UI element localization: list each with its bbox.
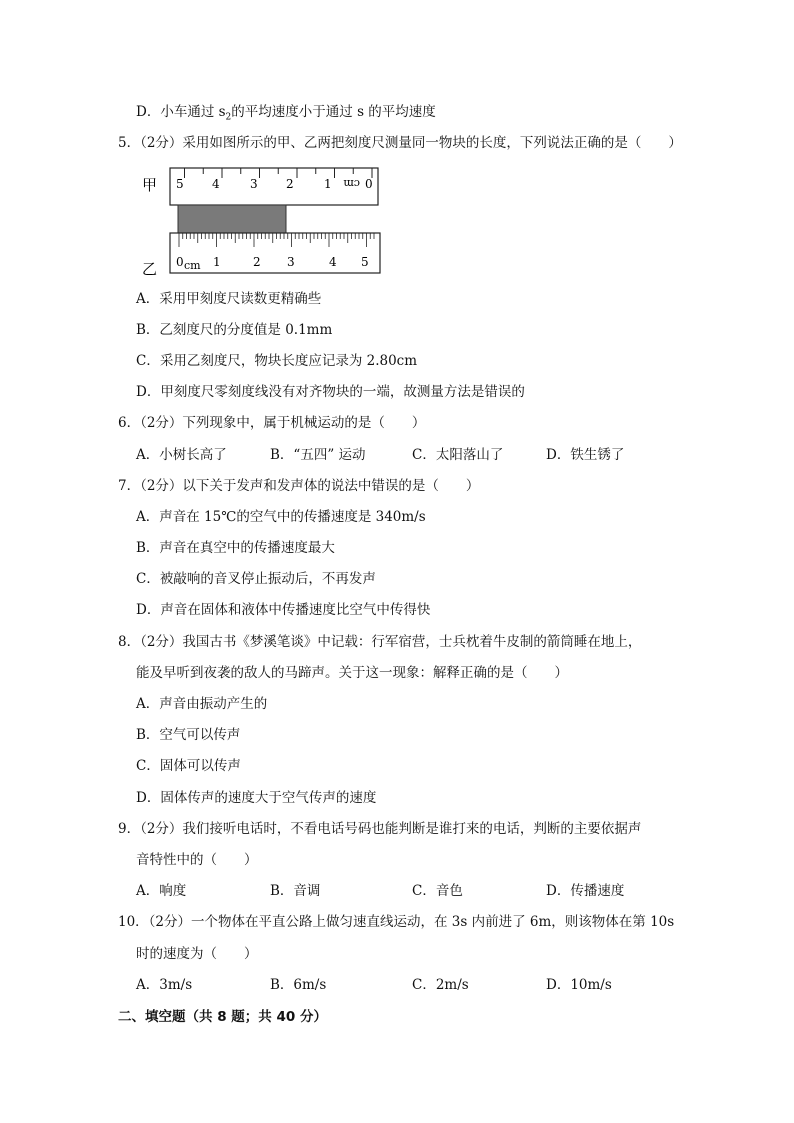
- q5-option-d: D．甲刻度尺零刻度线没有对齐物块的一端，故测量方法是错误的: [136, 384, 525, 400]
- q6-option-b: B．“五四” 运动: [270, 447, 366, 463]
- ruler-jia-number: 0: [365, 177, 373, 191]
- ruler-figure: [140, 160, 390, 284]
- q5-stem: 5．（2分）采用如图所示的甲、乙两把刻度尺测量同一物块的长度，下列说法正确的是（ ）: [118, 135, 682, 151]
- q4-option-d-suffix: 的平均速度小于通过 s 的平均速度: [231, 104, 436, 120]
- ruler-yi-label: 乙: [142, 260, 158, 278]
- q4-option-d: [136, 102, 436, 128]
- q9-option-d: D．传播速度: [546, 883, 625, 899]
- q10-options: [136, 975, 656, 995]
- q8-option-d: D．固体传声的速度大于空气传声的速度: [136, 790, 377, 806]
- q7-option-b: B．声音在真空中的传播速度最大: [136, 540, 335, 556]
- ruler-yi-number: 2: [253, 255, 261, 269]
- ruler-yi-number: 3: [287, 255, 295, 269]
- q6-option-a: A．小树长高了: [136, 447, 227, 463]
- q6-options: [136, 445, 656, 465]
- q5-option-c: C．采用乙刻度尺，物块长度应记录为 2.80cm: [136, 353, 418, 369]
- ruler-jia-label: 甲: [142, 176, 158, 194]
- q9-option-c: C．音色: [412, 883, 463, 899]
- q10-option-c: C．2m/s: [412, 977, 469, 993]
- q9-option-a: A．响度: [136, 883, 187, 899]
- q4-option-d-prefix: D．小车通过 s: [136, 104, 226, 120]
- section-title: 二、填空题（共 8 题；共 40 分）: [118, 1009, 327, 1025]
- q7-stem: 7．（2分）以下关于发声和发声体的说法中错误的是（ ）: [118, 478, 480, 494]
- ruler-yi-number: 4: [329, 255, 337, 269]
- q6-stem: 6．（2分）下列现象中，属于机械运动的是（ ）: [118, 415, 426, 431]
- q8-option-a: A．声音由振动产生的: [136, 696, 268, 712]
- q7-option-c: C．被敲响的音叉停止振动后，不再发声: [136, 571, 376, 587]
- ruler-jia-number: 2: [286, 177, 294, 191]
- q8-option-b: B．空气可以传声: [136, 727, 241, 743]
- q10-stem-line2: 时的速度为（ ）: [136, 946, 258, 962]
- ruler-yi-number: 1: [213, 255, 221, 269]
- q9-stem-line1: 9．（2分）我们接听电话时，不看电话号码也能判断是谁打来的电话，判断的主要依据声: [118, 821, 642, 837]
- ruler-figure-svg: [140, 160, 390, 280]
- q8-option-c: C．固体可以传声: [136, 758, 241, 774]
- q10-option-b: B．6m/s: [270, 977, 327, 993]
- q8-stem-line1: 8．（2分）我国古书《梦溪笔谈》中记载：行军宿营，士兵枕着牛皮制的箭筒睡在地上，: [118, 634, 642, 650]
- ruler-yi-number: 0: [176, 255, 184, 269]
- ruler-jia-number: 1: [324, 177, 332, 191]
- q8-stem-line2: 能及早听到夜袭的敌人的马蹄声。关于这一现象：解释正确的是（ ）: [136, 665, 568, 681]
- q9-options: [136, 881, 656, 901]
- q6-option-c: C．太阳落山了: [412, 447, 504, 463]
- q10-option-d: D．10m/s: [546, 977, 612, 993]
- ruler-jia-number: 3: [250, 177, 258, 191]
- ruler-yi-number: 5: [361, 255, 369, 269]
- ruler-jia-unit: cm: [343, 177, 360, 190]
- ruler-jia-number: 5: [176, 177, 184, 191]
- ruler-jia-number: 4: [212, 177, 220, 191]
- q9-stem-line2: 音特性中的（ ）: [136, 852, 258, 868]
- q7-option-d: D．声音在固体和液体中传播速度比空气中传得快: [136, 602, 431, 618]
- q10-option-a: A．3m/s: [136, 977, 193, 993]
- q5-option-a: A．采用甲刻度尺读数更精确些: [136, 291, 322, 307]
- measured-block: [178, 205, 286, 233]
- ruler-yi-unit: cm: [184, 259, 201, 272]
- q7-option-a: A．声音在 15℃的空气中的传播速度是 340m/s: [136, 509, 426, 525]
- q4-option-d-subscript: 2: [225, 112, 232, 123]
- q6-option-d: D．铁生锈了: [546, 447, 625, 463]
- q5-option-b: B．乙刻度尺的分度值是 0.1mm: [136, 322, 333, 338]
- q10-stem-line1: 10．（2分）一个物体在平直公路上做匀速直线运动，在 3s 内前进了 6m，则该物体在第 10s: [118, 914, 675, 930]
- q9-option-b: B．音调: [270, 883, 321, 899]
